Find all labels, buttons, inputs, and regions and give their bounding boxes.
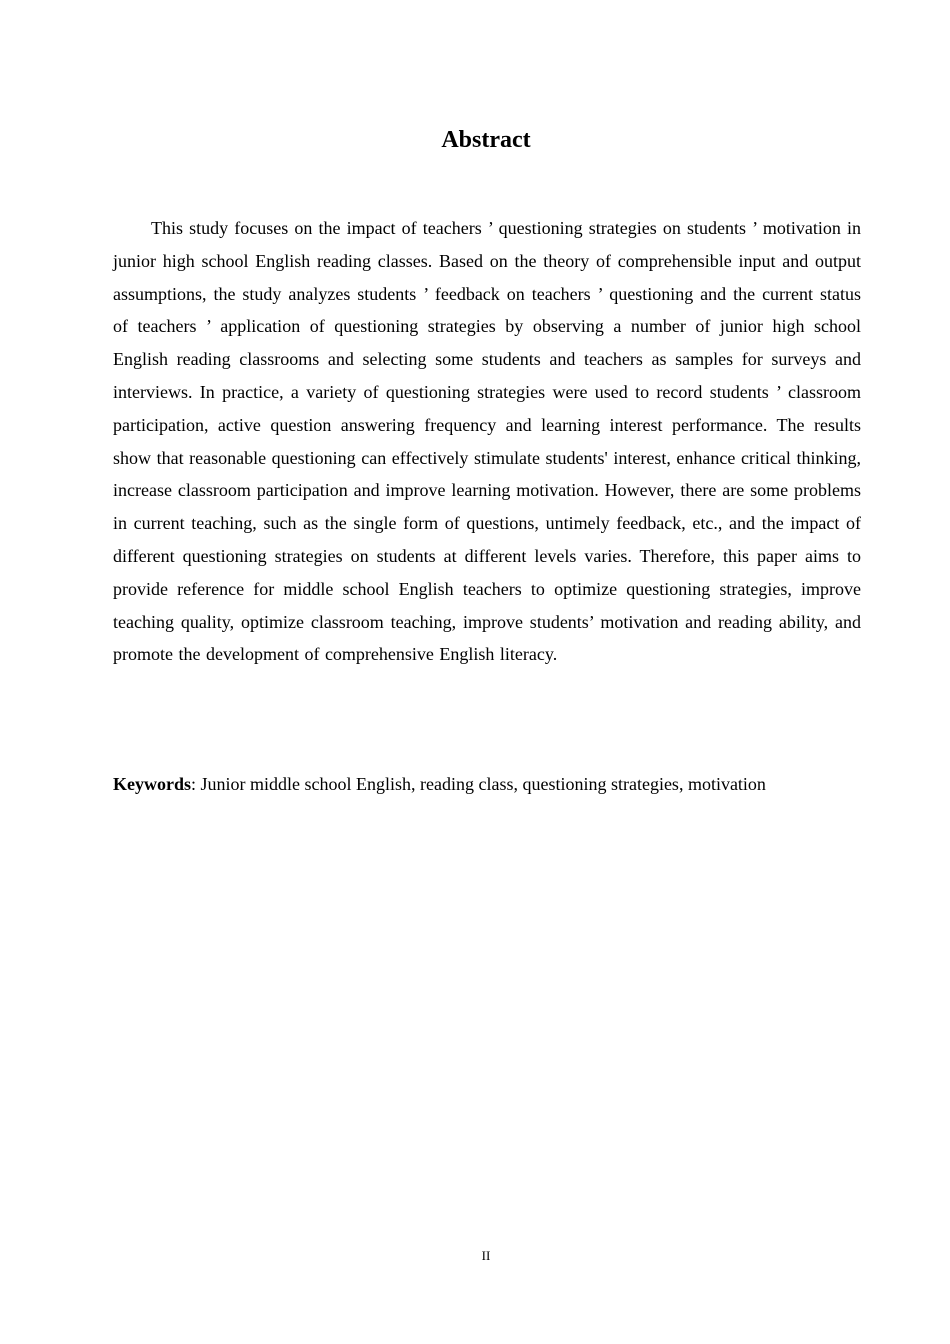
page-number: II [481,1248,491,1263]
abstract-title: Abstract [441,127,531,153]
keywords-text: Junior middle school English, reading class, questioning strategies, motivation [200,774,766,794]
keywords-line [113,768,861,800]
abstract-paragraph: This study focuses on the impact of teachers ’ questioning strategies on students ’ motivation in junior high school English reading classes. Based on the theory of comprehensible input and output assumptions, the study analyzes students ’ feedback on teachers ’ questioning and the current status of teachers ’ application of questioning strategies by observing a number of junior high school English reading classrooms and selecting some students and teachers as samples for surveys and interviews. In practice, a variety of questioning strategies were used to record students ’ classroom participation, active question answering frequency and learning interest performance. The results show that reasonable questioning can effectively stimulate students' interest, enhance critical thinking, increase classroom participation and improve learning motivation. However, there are some problems in current teaching, such as the single form of questions, untimely feedback, etc., and the impact of different questioning strategies on students at different levels varies. Therefore, this paper aims to provide reference for middle school English teachers to optimize questioning strategies, improve teaching quality, optimize classroom teaching, improve students’ motivation and reading ability, and promote the development of comprehensive English literacy. [113,218,861,665]
keywords-label: Keywords [113,774,191,794]
keywords-separator: : [191,774,201,794]
